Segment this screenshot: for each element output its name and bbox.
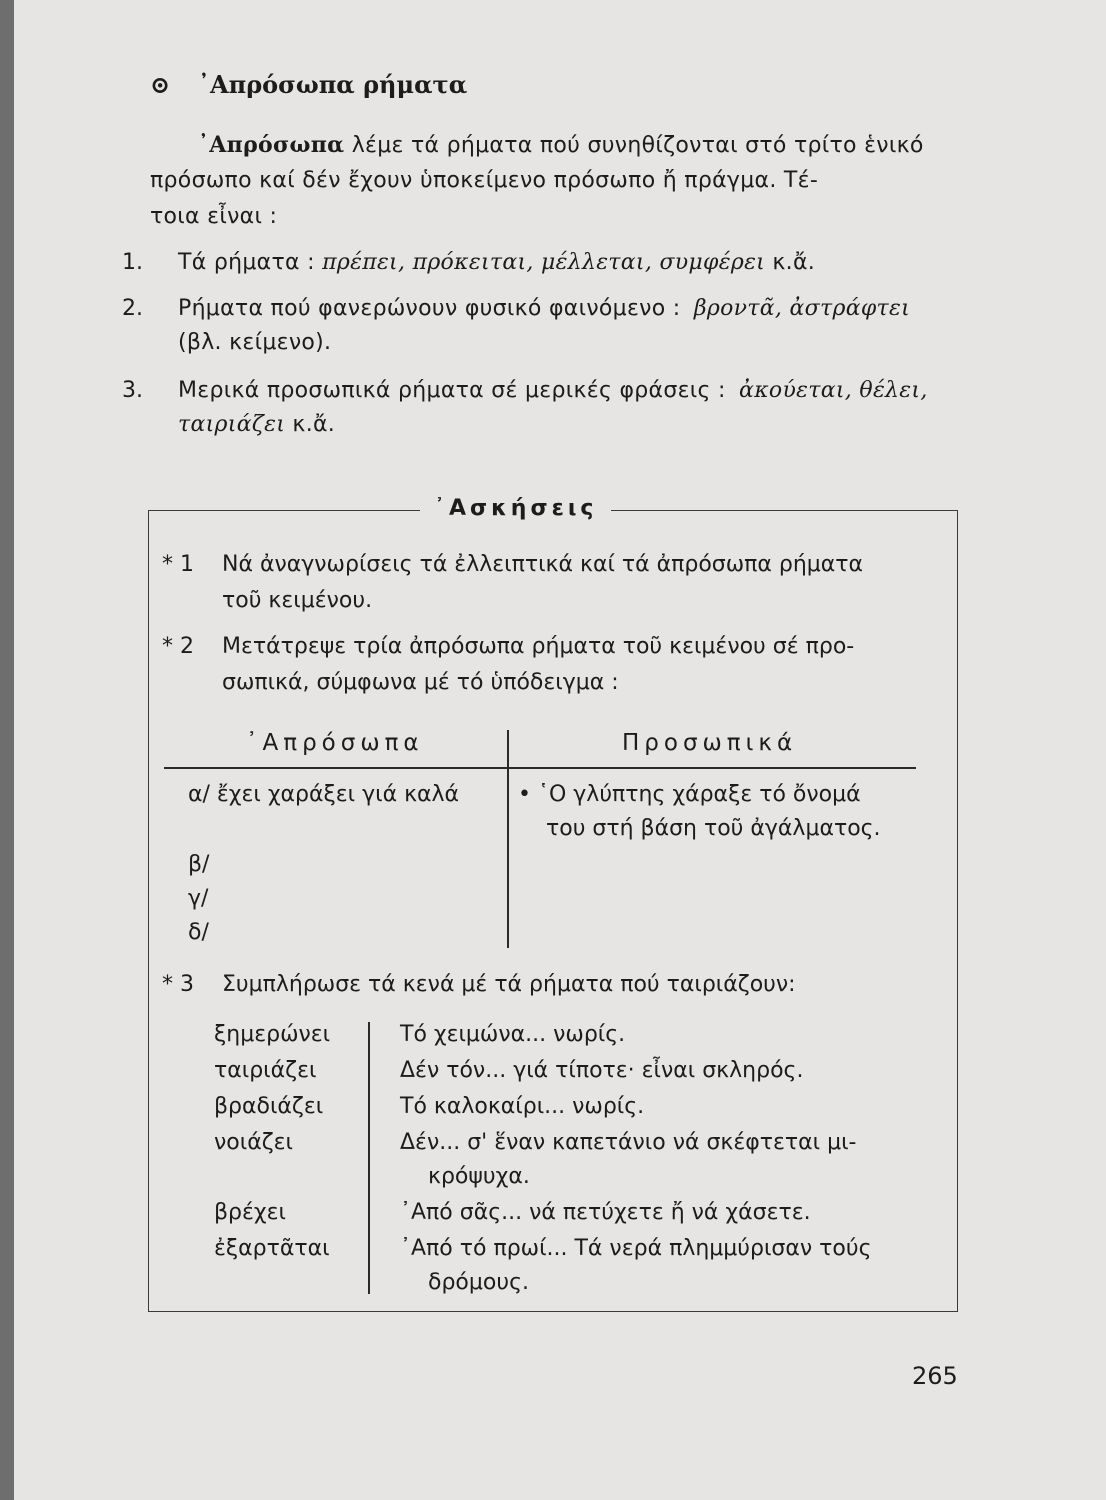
item-3-examples: ἀκούεται, θέλει, <box>739 378 928 403</box>
intro-line-1 <box>198 132 924 158</box>
table-column-divider <box>507 730 509 948</box>
item-2-number: 2. <box>122 296 143 321</box>
intro-term: ᾿Απρόσωπα <box>198 132 345 158</box>
ex3-line-1: Συμπλήρωσε τά κενά μέ τά ρήματα πού ταιριάζουν: <box>222 972 796 997</box>
table-label-d: δ/ <box>188 920 209 945</box>
section-title: ᾿Απρόσωπα ρήματα <box>198 70 468 99</box>
sentence-2: Δέν τόν... γιά τίποτε· εἶναι σκληρός. <box>400 1058 804 1083</box>
item-3-continuation <box>178 412 335 437</box>
verb-5: βρέχει <box>214 1200 286 1225</box>
item-1-text: Τά ρήματα : <box>178 250 315 275</box>
intro-line-1-text: λέμε τά ρήματα πού συνηθίζονται στό τρίτο ἑνικό <box>351 133 924 158</box>
table-label-b: β/ <box>188 852 210 877</box>
sentence-4: Δέν... σ' ἕναν καπετάνιο νά σκέφτεται μι- <box>400 1130 857 1155</box>
item-1-tail: κ.ἄ. <box>772 250 816 275</box>
ex1-line-1: Νά ἀναγνωρίσεις τά ἐλλειπτικά καί τά ἀπρόσωπα ρήματα <box>222 552 864 577</box>
page-number: 265 <box>912 1362 958 1390</box>
item-1-examples: πρέπει, πρόκειται, μέλλεται, συμφέρει <box>322 250 766 275</box>
sentence-3: Τό καλοκαίρι... νωρίς. <box>400 1094 645 1119</box>
item-1 <box>178 250 815 275</box>
exercises-title: ᾿Ασκήσεις <box>420 496 611 521</box>
item-3 <box>178 378 928 403</box>
sentence-4-cont: κρόψυχα. <box>428 1164 530 1189</box>
item-3-cont-italic: ταιριάζει <box>178 412 286 437</box>
fill-in-divider <box>368 1022 370 1294</box>
sentence-5: ᾿Από σᾶς... νά πετύχετε ἤ νά χάσετε. <box>400 1200 811 1225</box>
item-2 <box>178 296 910 321</box>
table-row-a-left: α/ ἔχει χαράξει γιά καλά <box>188 782 460 807</box>
sentence-1: Τό χειμώνα... νωρίς. <box>400 1022 626 1047</box>
item-2-examples: βροντᾶ, ἀστράφτει <box>693 296 911 321</box>
item-1-number: 1. <box>122 250 143 275</box>
ex1-line-2: τοῦ κειμένου. <box>222 588 373 613</box>
section-symbol: ⊙ <box>150 70 171 99</box>
ex2-line-2: σωπικά, σύμφωνα μέ τό ὑπόδειγμα : <box>222 670 619 695</box>
intro-line-3: τοια εἶναι : <box>150 204 278 229</box>
ex1-mark: * 1 <box>162 552 194 577</box>
verb-1: ξημερώνει <box>214 1022 331 1047</box>
verb-2: ταιριάζει <box>214 1058 317 1083</box>
table-row-a-right-1: • ῾Ο γλύπτης χάραξε τό ὄνομά <box>518 782 861 807</box>
verb-6: ἐξαρτᾶται <box>214 1236 330 1261</box>
table-header-rule <box>164 767 916 769</box>
item-3-number: 3. <box>122 378 143 403</box>
table-row-a-right-2: του στή βάση τοῦ ἀγάλματος. <box>546 816 881 841</box>
exercises-box <box>148 510 958 1312</box>
sentence-6-cont: δρόμους. <box>428 1270 529 1295</box>
sentence-6: ᾿Από τό πρωί... Τά νερά πλημμύρισαν τούς <box>400 1236 872 1261</box>
item-3-text: Μερικά προσωπικά ρήματα σέ μερικές φράσεις : <box>178 378 726 403</box>
ex2-line-1: Μετάτρεψε τρία ἀπρόσωπα ρήματα τοῦ κειμένου σέ προ- <box>222 634 855 659</box>
verb-3: βραδιάζει <box>214 1094 324 1119</box>
intro-line-2: πρόσωπο καί δέν ἔχουν ὑποκείμενο πρόσωπο ἤ πράγμα. Τέ- <box>150 168 819 193</box>
table-col-impersonal: ᾿Απρόσωπα <box>246 730 424 756</box>
table-col-personal: Προσωπικά <box>622 730 798 756</box>
table-label-g: γ/ <box>188 886 209 911</box>
item-3-cont-tail: κ.ἄ. <box>292 412 336 437</box>
verb-4: νοιάζει <box>214 1130 293 1155</box>
item-2-continuation: (βλ. κείμενο). <box>178 330 332 355</box>
item-2-text: Ρήματα πού φανερώνουν φυσικό φαινόμενο : <box>178 296 681 321</box>
ex2-mark: * 2 <box>162 634 194 659</box>
page-edge <box>0 0 14 1500</box>
ex3-mark: * 3 <box>162 972 194 997</box>
